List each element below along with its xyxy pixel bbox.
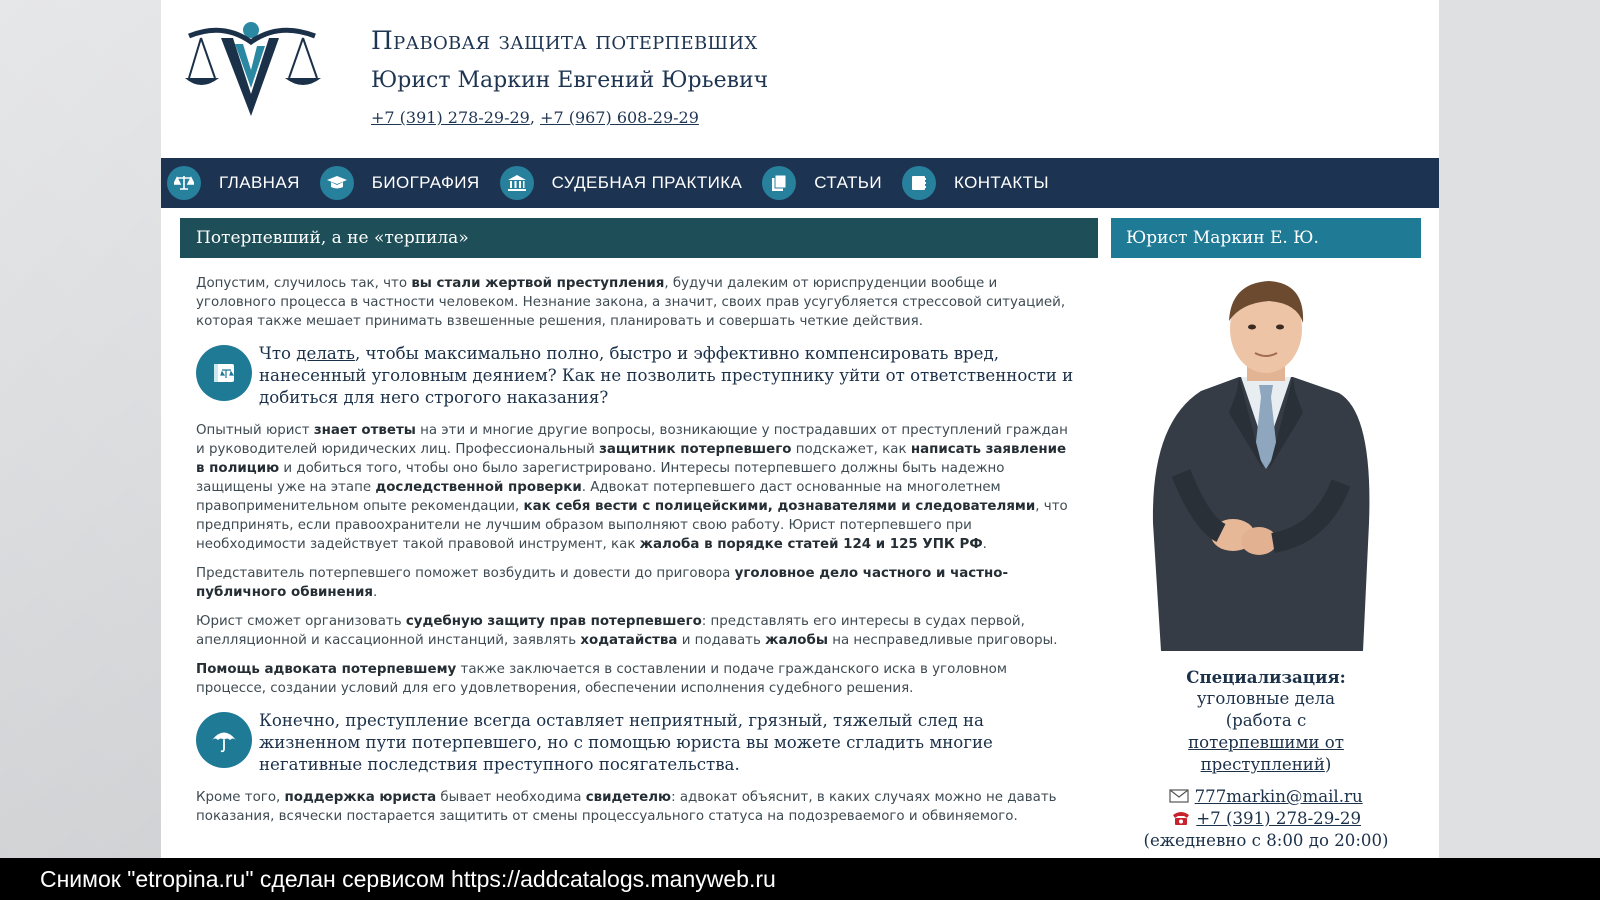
callout-question-text [259,343,1076,409]
nav-label: ГЛАВНАЯ [219,173,300,192]
callout-question [196,343,1076,409]
emphasis-text: ходатайства [580,633,678,648]
site-subtitle: Юрист Маркин Евгений Юрьевич [371,68,769,93]
email-line [1111,786,1421,808]
body-text: на эти и многие другие вопросы, возникающие у пострадавших от преступлений граждан и руководителей юридических лиц. Профессиональный [196,423,1068,457]
article-heading: Потерпевший, а не «терпила» [180,218,1098,258]
nav-item-articles[interactable] [762,158,882,208]
emphasis-text: жалоба в порядке статей 124 и 125 УПК РФ [639,537,983,552]
umbrella-icon [196,712,252,768]
body-text: и подавать [677,633,766,648]
emphasis-text: жалобы [765,633,828,648]
graduation-cap-icon [320,166,354,200]
what-to-do-link[interactable]: делать [296,344,355,363]
body-text: также заключается в составлении и подаче гражданского иска в уголовном процессе, создании условий для его удовлетворения, обеспечении исполнения судебного решения. [196,662,1007,696]
callout-text-part: Что [259,344,297,363]
body-text: Юрист сможет организовать [196,614,406,629]
phone-separator: , [529,108,541,127]
screenshot-caption: Снимок "etropina.ru" сделан сервисом https://addcatalogs.manyweb.ru [0,858,1600,900]
paragraph-intro [196,274,1076,331]
emphasis-text: судебную защиту прав потерпевшего [405,614,702,629]
callout-text-part: , чтобы максимально полно, быстро и эффективно компенсировать вред, нанесенный уголовным деянием? Как не позволить преступнику уйти от ответственности и добиться для него строгого наказания? [259,344,1074,407]
body-text: бывает необходима [436,790,586,805]
specialization-block [1111,666,1421,852]
emphasis-text: написать заявление в полицию [196,442,1067,476]
law-book-icon [196,345,252,401]
lawyer-photo [1141,273,1391,651]
nav-label: СТАТЬИ [814,173,882,192]
emphasis-text: защитник потерпевшего [599,442,792,457]
nav-item-biography[interactable] [320,158,480,208]
body-text: на несправедливые приговоры. [827,633,1058,648]
body-text: : представлять его интересы в судах первой, апелляционной и кассационной инстанций, заявлять [196,614,1025,648]
body-text: . [373,585,378,600]
working-hours: (ежедневно с 8:00 до 20:00) [1143,831,1389,850]
nav-label: СУДЕБНАЯ ПРАКТИКА [551,173,743,192]
body-text: подскажет, как [791,442,911,457]
body-text: . Адвокат потерпевшего даст основанные на многолетнем правоприменительном опыте рекомендации, [196,480,1001,514]
specialization-title: Специализация: [1186,667,1346,687]
emphasis-text: знает ответы [313,423,416,438]
paragraph-expert-lawyer [196,421,1076,554]
emphasis-text: вы стали жертвой преступления [411,276,665,291]
nav-item-home[interactable] [167,158,300,208]
emphasis-text: Помощь адвоката потерпевшему [196,662,457,677]
scales-logo-icon[interactable] [183,16,325,124]
emphasis-text: доследственной проверки [375,480,582,495]
emphasis-text: свидетелю [585,790,672,805]
specialization-text-part: ) [1324,755,1332,774]
callout-consolation-text: Конечно, преступление всегда оставляет неприятный, грязный, тяжелый след на жизненном пути потерпевшего, но с помощью юриста вы можете сгладить многие негативные последствия преступного посягательства. [259,711,993,774]
paragraph-civil-claim [196,660,1076,698]
nav-label: КОНТАКТЫ [953,173,1049,192]
email-link[interactable]: 777markin@mail.ru [1194,787,1363,806]
body-text: Представитель потерпевшего поможет возбудить и довести до приговора [196,566,735,581]
telephone-icon [1171,809,1196,828]
victims-link[interactable]: потерпевшими от преступлений [1188,733,1344,774]
body-text: Допустим, случилось так, что [196,276,412,291]
header-phone-link-2[interactable]: +7 (967) 608-29-29 [540,108,699,127]
site-title: Правовая защита потерпевших [371,26,758,55]
body-text: , что предпринять, если правоохранители не лучшим образом выполняют свою работу. Юрист потерпевшего при необходимости задействует такой правовой инструмент, как [196,499,1068,552]
nav-item-contacts[interactable] [902,158,1049,208]
body-text: Опытный юрист [196,423,314,438]
header-phone-link-1[interactable]: +7 (391) 278-29-29 [371,108,530,127]
main-nav [161,158,1439,208]
paragraph-witness [196,788,1076,826]
site-header [161,0,1439,158]
card-icon [902,166,936,200]
emphasis-text: как себя вести с полицейскими, дознавателями и следователями [523,499,1036,514]
sidebar [1111,218,1421,850]
emphasis-text: поддержка юриста [284,790,437,805]
nav-item-court-practice[interactable] [500,158,743,208]
sidebar-heading: Юрист Маркин Е. Ю. [1111,218,1421,258]
body-text: . [982,537,987,552]
envelope-icon [1169,787,1194,806]
main-content [180,218,1098,826]
paragraph-private-prosecution [196,564,1076,602]
documents-icon [762,166,796,200]
body-text: , будучи далеким от юриспруденции вообще и уголовного процесса в частности человеком. Незнание закона, а значит, своих прав усугубляется стрессовой ситуацией, которая также мешает принимать взвешенные решения, планировать и совершать четкие действия. [196,276,1066,329]
specialization-text-part: уголовные дела (работа с [1196,689,1336,730]
emphasis-text: уголовное дело частного и частно-публичного обвинения [196,566,1009,600]
sidebar-phone-link[interactable]: +7 (391) 278-29-29 [1196,809,1362,828]
phone-line [1111,808,1421,830]
courthouse-icon [500,166,534,200]
header-phones [371,108,699,127]
callout-consolation [196,710,1076,776]
body-text: и добиться того, чтобы оно было зарегистрировано. Интересы потерпевшего должны быть надежно защищены уже на этапе [196,461,1005,495]
nav-label: БИОГРАФИЯ [371,173,480,192]
page [161,0,1439,858]
scales-icon [167,166,201,200]
body-text: : адвокат объяснит, в каких случаях можно не давать показания, всячески постарается защитить от смены процессуального статуса на подозреваемого и обвиняемого. [196,790,1057,824]
body-text: Кроме того, [196,790,285,805]
specialization-text [1111,688,1421,776]
paragraph-court-defense [196,612,1076,650]
